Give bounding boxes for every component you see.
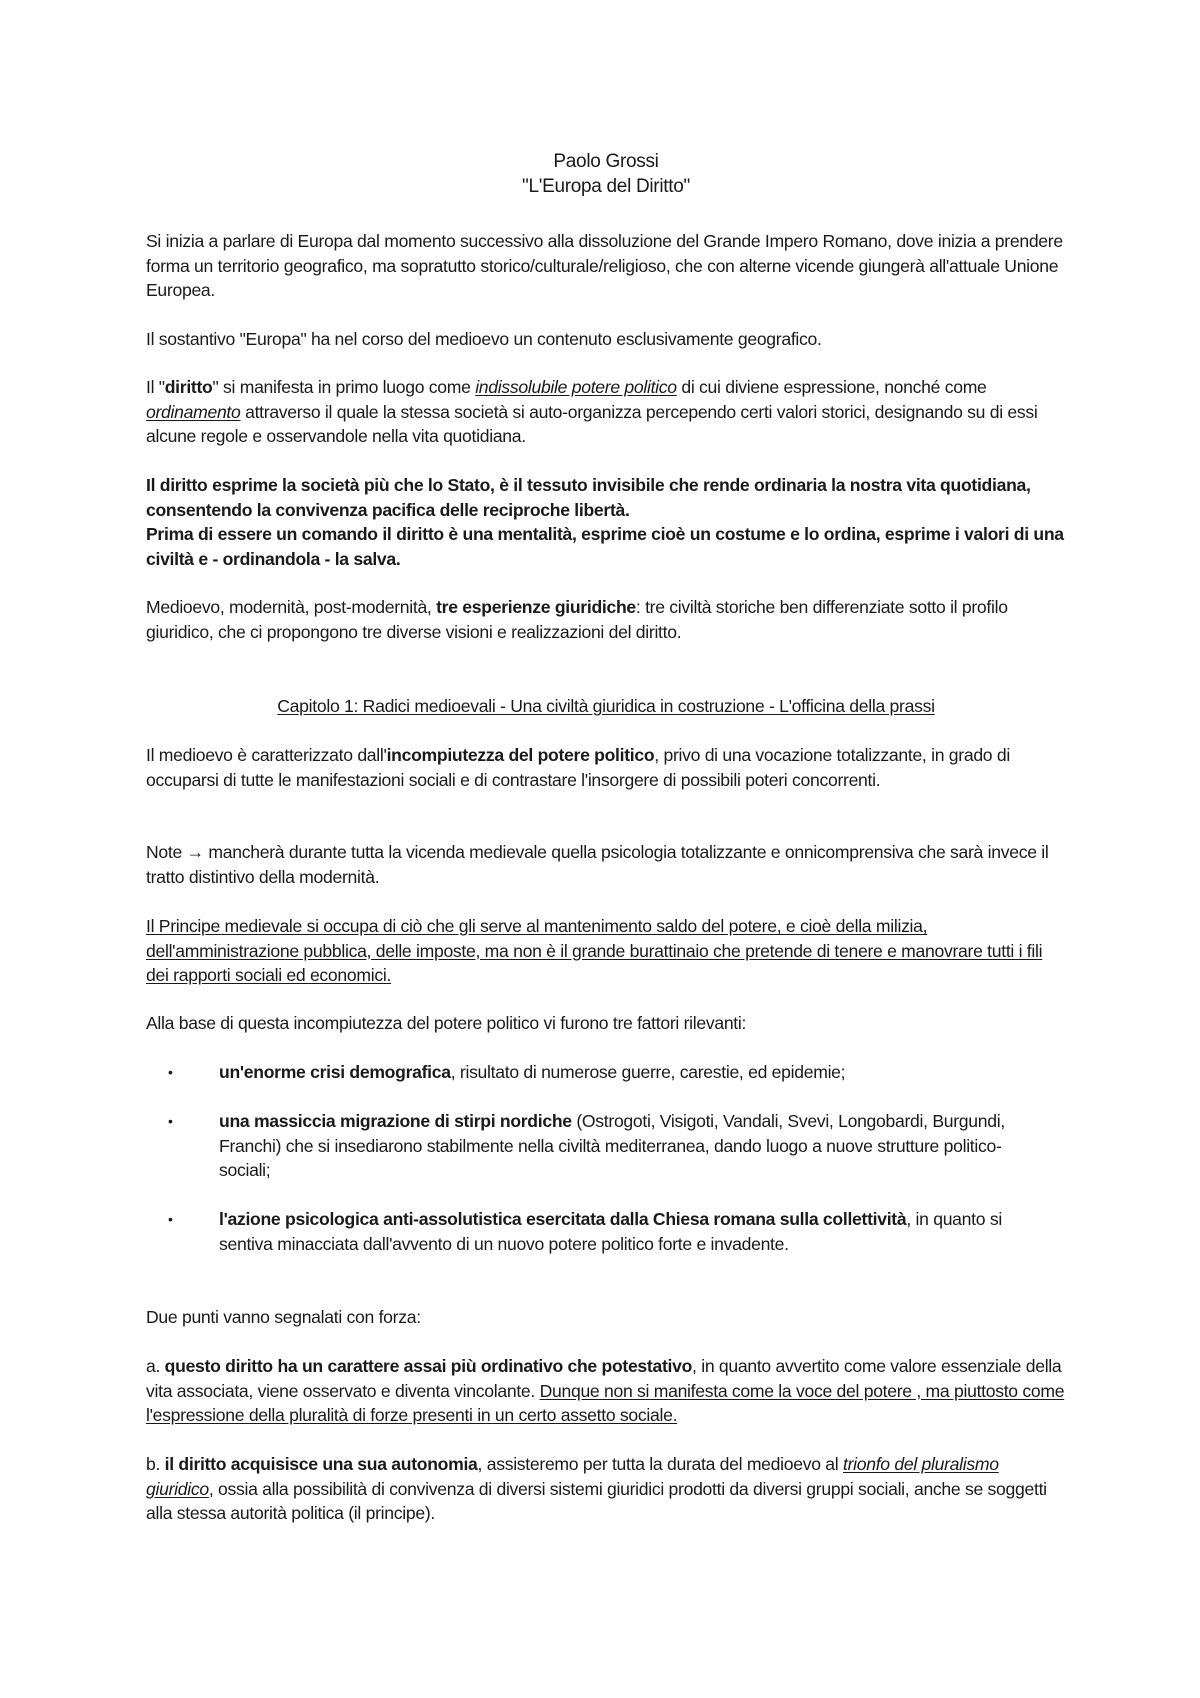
text-run: , risultato di numerose guerre, carestie, ed epidemie; xyxy=(450,1062,846,1082)
emphasis-term: ordinamento xyxy=(146,401,241,422)
text-run: b. xyxy=(146,1454,165,1474)
bold-term: il diritto acquisisce una sua autonomia xyxy=(164,1454,478,1474)
bold-term: tre esperienze giuridiche xyxy=(436,597,636,617)
text-run: : tre civiltà storiche ben differenziate sotto il profilo giuridico, che ci propongono tre diverse visioni e realizzazioni del diritto. xyxy=(146,597,1008,642)
chapter-paragraph-1 xyxy=(146,743,1066,792)
bullet-icon: • xyxy=(168,1064,173,1080)
intro-paragraph-3 xyxy=(146,375,1066,449)
text-run: (Ostrogoti, Visigoti, Vandali, Svevi, Longobardi, Burgundi, Franchi) che si insediarono stabilmente nella civiltà mediterranea, dando luogo a nuove strutture politico-sociali; xyxy=(219,1111,1005,1180)
text-run: , privo di una vocazione totalizzante, in grado di occuparsi di tutte le manifestazioni sociali e di contrastare l'insorgere di possibili poteri concorrenti. xyxy=(146,745,1010,790)
list-item-text xyxy=(219,1207,1029,1256)
text-run: , assisteremo per tutta la durata del medioevo al xyxy=(477,1454,843,1474)
text-run: Il medioevo è caratterizzato dall' xyxy=(146,745,387,765)
list-item xyxy=(146,1060,1066,1085)
author-name: Paolo Grossi xyxy=(553,151,659,172)
document-title: "L'Europa del Diritto" xyxy=(522,176,690,197)
text-run: Il " xyxy=(146,377,165,397)
bullet-icon: • xyxy=(168,1211,173,1227)
bullet-icon: • xyxy=(168,1113,173,1129)
point-b-paragraph xyxy=(146,1452,1066,1526)
list-item xyxy=(146,1207,1066,1256)
text-run: a. xyxy=(146,1356,165,1376)
point-a-paragraph xyxy=(146,1354,1066,1428)
bold-term: un'enorme crisi demografica xyxy=(219,1062,451,1082)
factors-intro: Alla base di questa incompiutezza del potere politico vi furono tre fattori rilevanti: xyxy=(146,1013,747,1033)
principe-paragraph: Il Principe medievale si occupa di ciò che gli serve al mantenimento saldo del potere, e cioè della milizia, dell'amministrazione pubblica, delle imposte, ma non è il grande burattinaio che pretende di tenere e manovrare tutti i fili dei rapporti sociali ed economici. xyxy=(146,916,1043,985)
bold-term-diritto: diritto xyxy=(164,377,213,397)
bold-term: una massiccia migrazione di stirpi nordiche xyxy=(219,1111,572,1131)
text-run: , ossia alla possibilità di convivenza di diversi sistemi giuridici prodotti da diversi gruppi sociali, anche se soggetti alla stessa autorità politica (il principe). xyxy=(146,1478,1047,1523)
text-run: attraverso il quale la stessa società si auto-organizza percependo certi valori storici, designando su di essi alcune regole e osservandole nella vita quotidiana. xyxy=(146,401,1038,446)
chapter-heading: Capitolo 1: Radici medioevali - Una civiltà giuridica in costruzione - L'officina della prassi xyxy=(277,696,935,716)
points-intro: Due punti vanno segnalati con forza: xyxy=(146,1307,421,1327)
intro-paragraph-5-bold: Prima di essere un comando il diritto è una mentalità, esprime cioè un costume e lo ordina, esprime i valori di una civiltà e - ordinandola - la salva. xyxy=(146,524,1064,569)
text-run: , in quanto avvertito come valore essenziale della vita associata, viene osservato e diventa vincolante. xyxy=(146,1356,1062,1401)
bold-term: incompiutezza del potere politico xyxy=(386,745,655,765)
list-item-text xyxy=(219,1060,1029,1085)
bold-term: questo diritto ha un carattere assai più ordinativo che potestativo xyxy=(164,1356,693,1376)
list-item xyxy=(146,1109,1066,1183)
text-run: " si manifesta in primo luogo come xyxy=(212,377,476,397)
text-run: di cui diviene espressione, nonché come xyxy=(676,377,987,397)
intro-paragraph-2: Il sostantivo "Europa" ha nel corso del medioevo un contenuto esclusivamente geografico. xyxy=(146,329,822,349)
list-item-text xyxy=(219,1109,1029,1183)
underlined-text: Dunque non si manifesta come la voce del potere , ma piuttosto come l'espressione della pluralità di forze presenti in un certo assetto sociale. xyxy=(146,1380,1065,1425)
bold-term: l'azione psicologica anti-assolutistica esercitata dalla Chiesa romana sulla collettività xyxy=(219,1209,907,1229)
note-paragraph: Note → mancherà durante tutta la vicenda medievale quella psicologia totalizzante e onnicomprensiva che sarà invece il tratto distintivo della modernità. xyxy=(146,842,1049,887)
emphasis-term: trionfo del pluralismo giuridico xyxy=(146,1454,999,1499)
text-run: Medioevo, modernità, post-modernità, xyxy=(146,597,437,617)
intro-paragraph-1: Si inizia a parlare di Europa dal momento successivo alla dissoluzione del Grande Impero Romano, dove inizia a prendere forma un territorio geografico, ma sopratutto storico/culturale/religioso, che con alterne vicende giungerà all'attuale Unione Europea. xyxy=(146,231,1063,300)
intro-paragraph-6 xyxy=(146,595,1066,644)
text-run: , in quanto si sentiva minacciata dall'avvento di un nuovo potere politico forte e invadente. xyxy=(219,1209,1002,1254)
emphasis-term: indissolubile potere politico xyxy=(475,377,677,397)
intro-paragraph-4-bold: Il diritto esprime la società più che lo Stato, è il tessuto invisibile che rende ordinaria la nostra vita quotidiana, consentendo la convivenza pacifica delle reciproche libertà. xyxy=(146,475,1031,520)
